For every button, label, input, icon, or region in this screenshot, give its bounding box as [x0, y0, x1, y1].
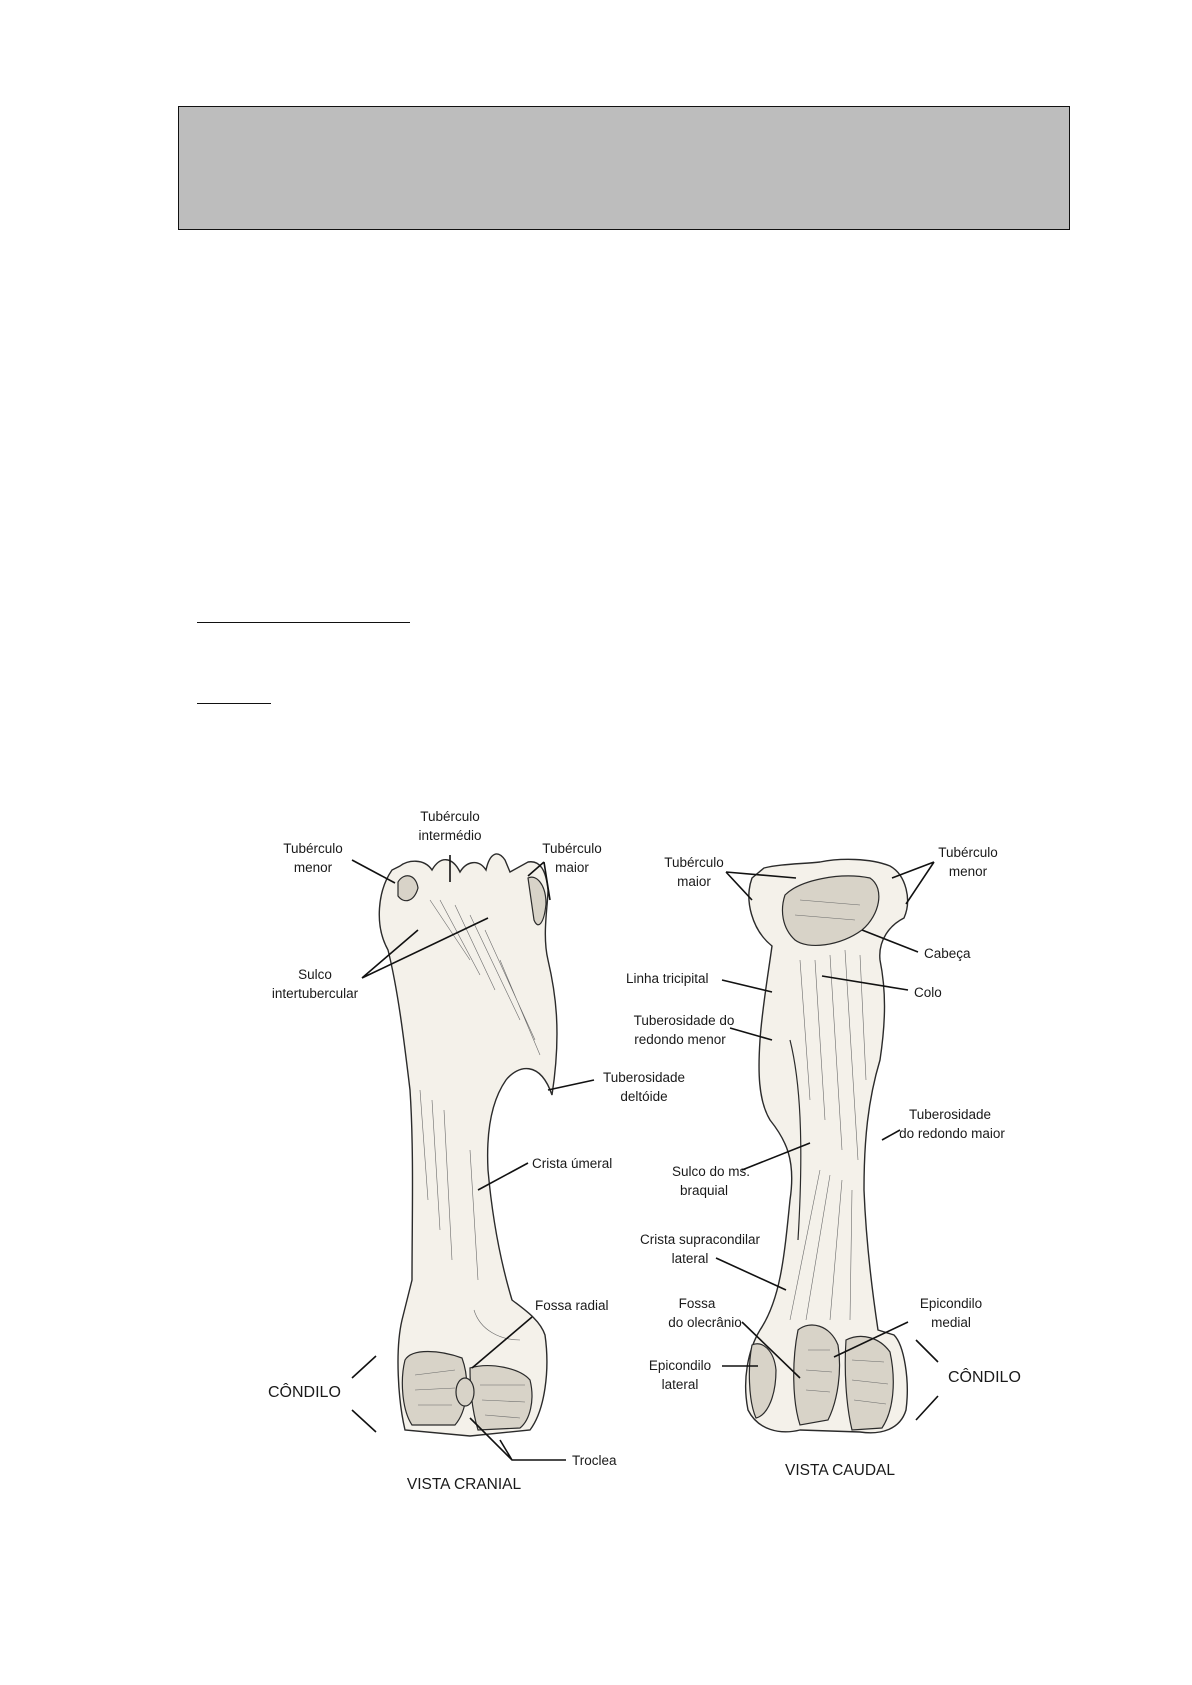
label-condilo-cranial: CÔNDILO — [268, 1384, 341, 1401]
leader-tub-redondo-maior — [882, 1130, 900, 1140]
label-tub-redondo-maior-line2: do redondo maior — [899, 1126, 1005, 1141]
leader-linha-tricipital — [722, 980, 772, 992]
leader-condilo-cranial — [352, 1356, 376, 1432]
label-tuberosidade-deltoide-line2: deltóide — [620, 1089, 668, 1104]
label-epicondilo-medial-line1: Epicondilo — [919, 1296, 983, 1311]
leader-crista-supracondilar — [716, 1258, 786, 1290]
label-tuberculo-menor-line2: menor — [293, 860, 333, 875]
label-tuberosidade-deltoide-line1: Tuberosidade — [602, 1070, 686, 1085]
label-epicondilo-lateral-line2: lateral — [661, 1377, 699, 1392]
label-tuberculo-intermedio-line1: Tubérculo — [420, 809, 480, 824]
label-colo: Colo — [914, 985, 942, 1000]
label-tuberculo-maior-line1: Tubérculo — [542, 841, 602, 856]
caption-vista-cranial: VISTA CRANIAL — [406, 1476, 522, 1493]
label-troclea: Troclea — [572, 1453, 617, 1468]
leader-tuberosidade-deltoide — [548, 1080, 594, 1090]
label-tuberculo-menor-line1: Tubérculo — [283, 841, 343, 856]
label-tuberculo-menor-caudal-line2: menor — [948, 864, 988, 879]
label-epicondilo-lateral-line1: Epicondilo — [648, 1358, 712, 1373]
label-tub-redondo-menor-line2: redondo menor — [634, 1032, 726, 1047]
label-cabeca: Cabeça — [924, 946, 971, 961]
leader-condilo-caudal — [916, 1340, 938, 1420]
label-crista-supracondilar-line2: lateral — [671, 1251, 709, 1266]
label-crista-supracondilar-line1: Crista supracondilar — [639, 1232, 761, 1247]
label-sulco-braquial-line1: Sulco do ms. — [671, 1164, 751, 1179]
caption-vista-caudal: VISTA CAUDAL — [785, 1462, 895, 1479]
label-tub-redondo-menor-line1: Tuberosidade do — [633, 1013, 735, 1028]
label-tuberculo-menor-caudal-line1: Tubérculo — [938, 845, 998, 860]
label-tuberculo-maior-caudal-line1: Tubérculo — [664, 855, 724, 870]
label-crista-umeral: Crista úmeral — [532, 1156, 613, 1171]
label-linha-tricipital: Linha tricipital — [626, 971, 709, 986]
label-tuberculo-intermedio-line2: intermédio — [418, 828, 482, 843]
label-sulco-line2: intertubercular — [271, 986, 359, 1001]
label-tuberculo-maior-caudal-line2: maior — [677, 874, 711, 889]
label-condilo-caudal: CÔNDILO — [948, 1369, 1021, 1386]
label-fossa-olecranio-line1: Fossa — [678, 1296, 716, 1311]
caudal-bone-drawing — [746, 859, 908, 1432]
label-sulco-line1: Sulco — [298, 967, 332, 982]
label-fossa-olecranio-line2: do olecrânio — [668, 1315, 742, 1330]
label-fossa-radial: Fossa radial — [535, 1298, 609, 1313]
label-sulco-braquial-line2: braquial — [679, 1183, 729, 1198]
label-epicondilo-medial-line2: medial — [931, 1315, 971, 1330]
label-tuberculo-maior-line2: maior — [555, 860, 589, 875]
leader-tuberculo-menor — [352, 860, 395, 883]
label-tub-redondo-maior-line1: Tuberosidade — [908, 1107, 992, 1122]
